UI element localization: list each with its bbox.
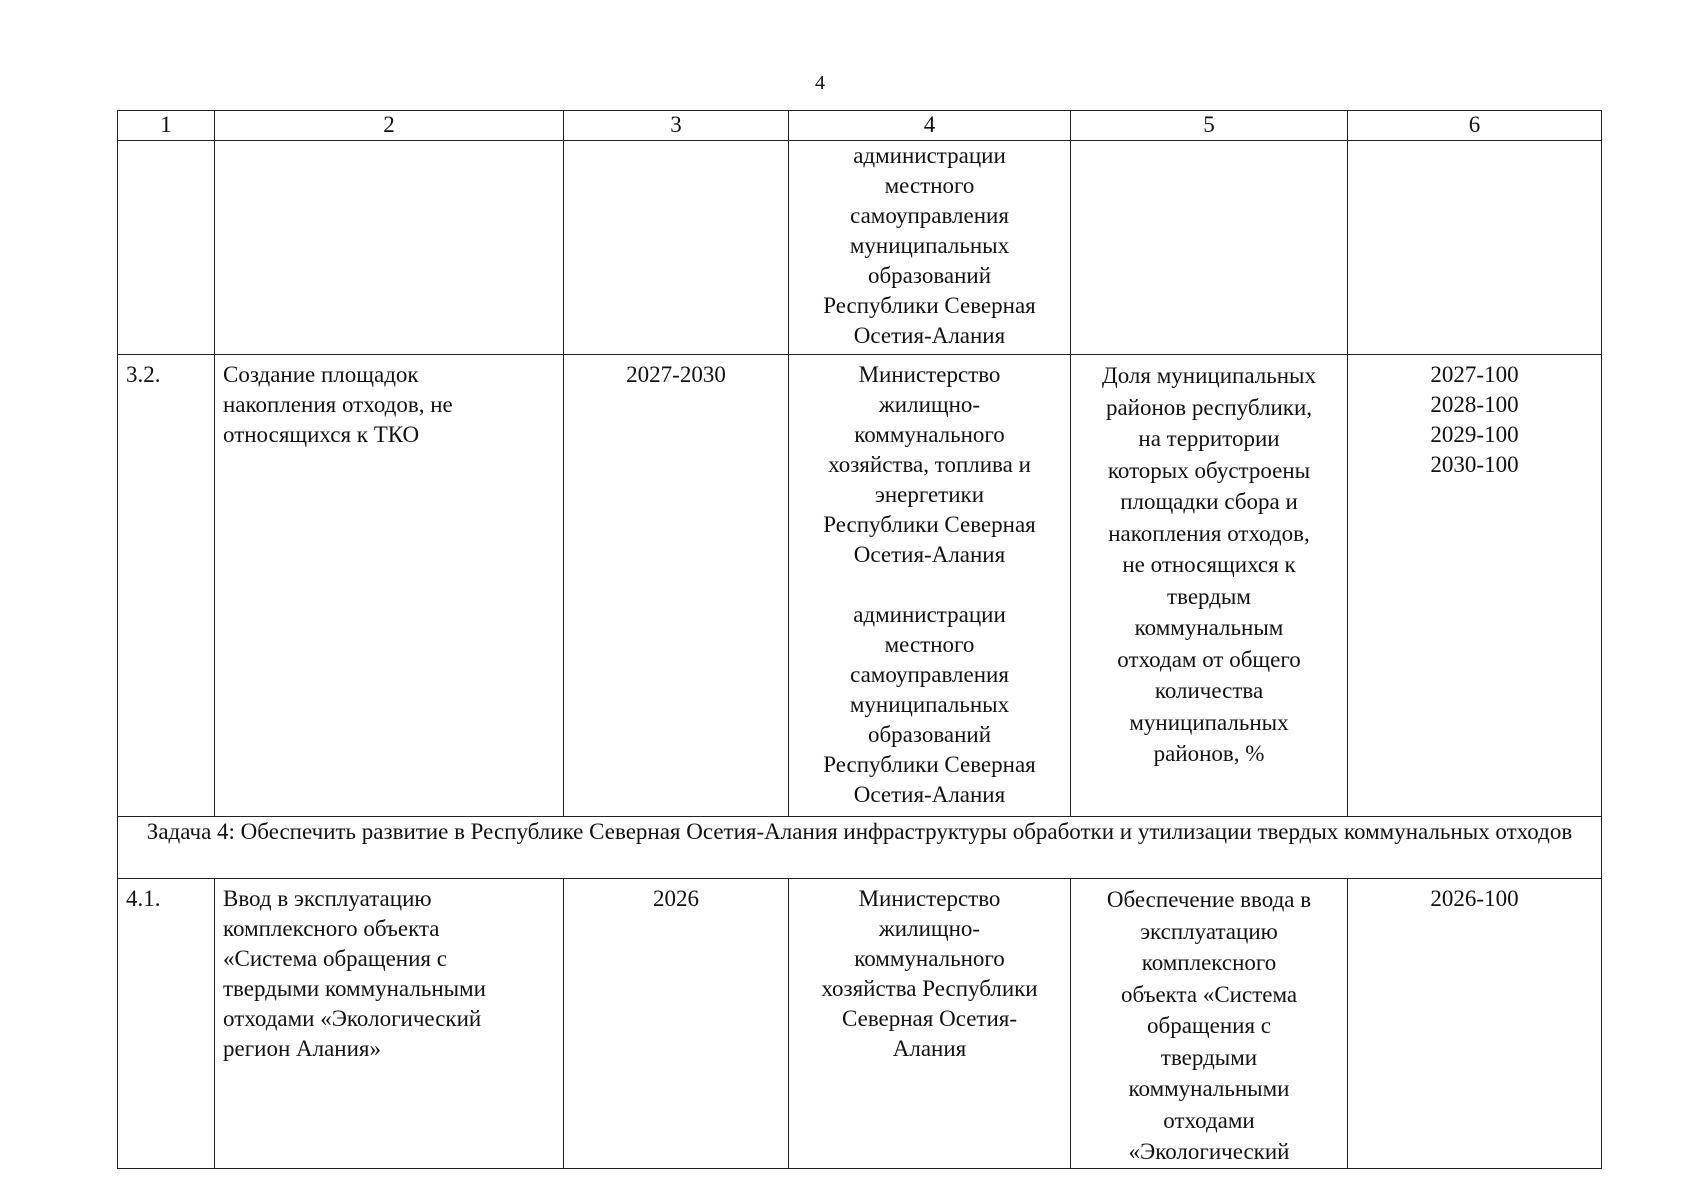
measure-period: 2026 bbox=[564, 879, 789, 1169]
column-header: 4 bbox=[789, 111, 1071, 141]
column-header: 3 bbox=[564, 111, 789, 141]
measure-period bbox=[564, 141, 789, 355]
row-number: 4.1. bbox=[118, 879, 215, 1169]
measure-executor: администрации местного самоуправления муниципальных образований Республики Северная Осетия-Алания bbox=[789, 141, 1071, 355]
table-row bbox=[118, 355, 1602, 817]
measure-indicator: Доля муниципальных районов республики, на территории которых обустроены площадки сбора и накопления отходов, не относящихся к твердым коммунальным отходам от общего количества муниципальных районов, % bbox=[1071, 355, 1348, 817]
task-row bbox=[118, 817, 1602, 879]
column-header: 5 bbox=[1071, 111, 1348, 141]
measure-executor: Министерство жилищно- коммунального хозяйства Республики Северная Осетия- Алания bbox=[789, 879, 1071, 1169]
table-row bbox=[118, 141, 1602, 355]
measure-name: Ввод в эксплуатацию комплексного объекта «Система обращения с твердыми коммунальными отходами «Экологический регион Алания» bbox=[215, 879, 564, 1169]
measure-period: 2027-2030 bbox=[564, 355, 789, 817]
column-header: 2 bbox=[215, 111, 564, 141]
table-row bbox=[118, 879, 1602, 1169]
measures-table bbox=[117, 110, 1602, 1169]
measure-indicator: Обеспечение ввода в эксплуатацию комплексного объекта «Система обращения с твердыми коммунальными отходами «Экологический bbox=[1071, 879, 1348, 1169]
table-header-row bbox=[118, 111, 1602, 141]
row-number: 3.2. bbox=[118, 355, 215, 817]
row-number bbox=[118, 141, 215, 355]
column-header: 6 bbox=[1348, 111, 1602, 141]
measure-name bbox=[215, 141, 564, 355]
measure-executor: Министерство жилищно- коммунального хозяйства, топлива и энергетики Республики Северная Осетия-Алания администрации местного самоуправления муниципальных образований Республики Северная Осетия-Алания bbox=[789, 355, 1071, 817]
measure-indicator bbox=[1071, 141, 1348, 355]
indicator-values bbox=[1348, 141, 1602, 355]
indicator-values: 2027-100 2028-100 2029-100 2030-100 bbox=[1348, 355, 1602, 817]
column-header: 1 bbox=[118, 111, 215, 141]
task-heading: Задача 4: Обеспечить развитие в Республике Северная Осетия-Алания инфраструктуры обработки и утилизации твердых коммунальных отходов bbox=[118, 817, 1602, 879]
indicator-values: 2026-100 bbox=[1348, 879, 1602, 1169]
page-number: 4 bbox=[815, 72, 825, 94]
measure-name: Создание площадок накопления отходов, не относящихся к ТКО bbox=[215, 355, 564, 817]
